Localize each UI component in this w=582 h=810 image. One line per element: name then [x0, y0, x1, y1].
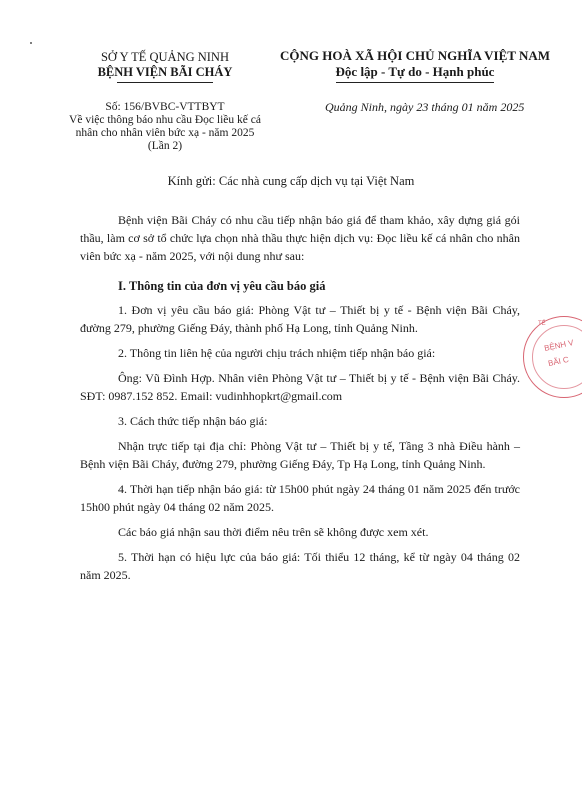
- section-1-title: I. Thông tin của đơn vị yêu cầu báo giá: [118, 279, 326, 293]
- subject-line-2: nhân cho nhân viên bức xạ - năm 2025: [75, 127, 255, 139]
- nation-title: CỘNG HOÀ XÃ HỘI CHỦ NGHĨA VIỆT NAM: [279, 48, 551, 63]
- hospital-name: BỆNH VIỆN BÃI CHÁY: [97, 65, 233, 79]
- item-4: 4. Thời hạn tiếp nhận báo giá: từ 15h00 phút ngày 24 tháng 01 năm 2025 đến trước 15h00 phút ngày 04 tháng 02 năm 2025.: [80, 482, 520, 514]
- item-1: 1. Đơn vị yêu cầu báo giá: Phòng Vật tư – Thiết bị y tế - Bệnh viện Bãi Cháy, đường 279, phường Giếng Đáy, thành phố Hạ Long, tỉnh Quảng Ninh.: [80, 303, 520, 335]
- intro-paragraph: Bệnh viện Bãi Cháy có nhu cầu tiếp nhận báo giá để tham khảo, xây dựng giá gói thầu, làm cơ sở tổ chức lựa chọn nhà thầu thực hiện dịch vụ: Đọc liều kế cá nhân cho nhân viên bức xạ - năm 2025, với nội dung như sau:: [80, 213, 520, 263]
- scan-speck: [30, 42, 32, 44]
- document-number: Số: 156/BVBC-VTTBYT: [105, 101, 225, 113]
- stamp-top-text: TẾ: [538, 321, 546, 327]
- item-2-detail: Ông: Vũ Đình Hợp. Nhân viên Phòng Vật tư – Thiết bị y tế - Bệnh viện Bãi Cháy. SĐT: 0987.152 852. Email: vudinhhopkrt@gmail.com: [80, 371, 520, 403]
- department-name: SỞ Y TẾ QUẢNG NINH: [100, 50, 229, 64]
- stamp-text-line-2: BÃI C: [547, 354, 570, 369]
- subject-line-1: Về việc thông báo nhu cầu Đọc liều kế cá: [69, 114, 261, 126]
- item-4-note: Các báo giá nhận sau thời điểm nêu trên sẽ không được xem xét.: [118, 525, 429, 539]
- item-3-detail: Nhận trực tiếp tại địa chỉ: Phòng Vật tư – Thiết bị y tế, Tầng 3 nhà Điều hành – Bệnh viện Bãi Cháy, đường 279, phường Giếng Đáy, Tp Hạ Long, tỉnh Quảng Ninh.: [80, 439, 520, 471]
- item-5: 5. Thời hạn có hiệu lực của báo giá: Tối thiểu 12 tháng, kể từ ngày 04 tháng 02 năm 2025.: [80, 550, 520, 582]
- item-2-title: 2. Thông tin liên hệ của người chịu trách nhiệm tiếp nhận báo giá:: [118, 346, 436, 360]
- document-date: Quảng Ninh, ngày 23 tháng 01 năm 2025: [325, 100, 525, 114]
- stamp-text-line-1: BỆNH V: [543, 338, 575, 353]
- recipient-line: Kính gửi: Các nhà cung cấp dịch vụ tại Việt Nam: [167, 174, 415, 188]
- national-header: [265, 48, 565, 115]
- issuer-block: [62, 50, 268, 153]
- subject-line-3: (Lần 2): [147, 140, 183, 152]
- item-3-title: 3. Cách thức tiếp nhận báo giá:: [118, 414, 268, 428]
- national-motto: Độc lập - Tự do - Hạnh phúc: [335, 64, 495, 79]
- motto-underline: [336, 82, 494, 83]
- document-body: [80, 211, 520, 591]
- hospital-stamp: [523, 316, 582, 398]
- issuer-underline: [117, 82, 213, 83]
